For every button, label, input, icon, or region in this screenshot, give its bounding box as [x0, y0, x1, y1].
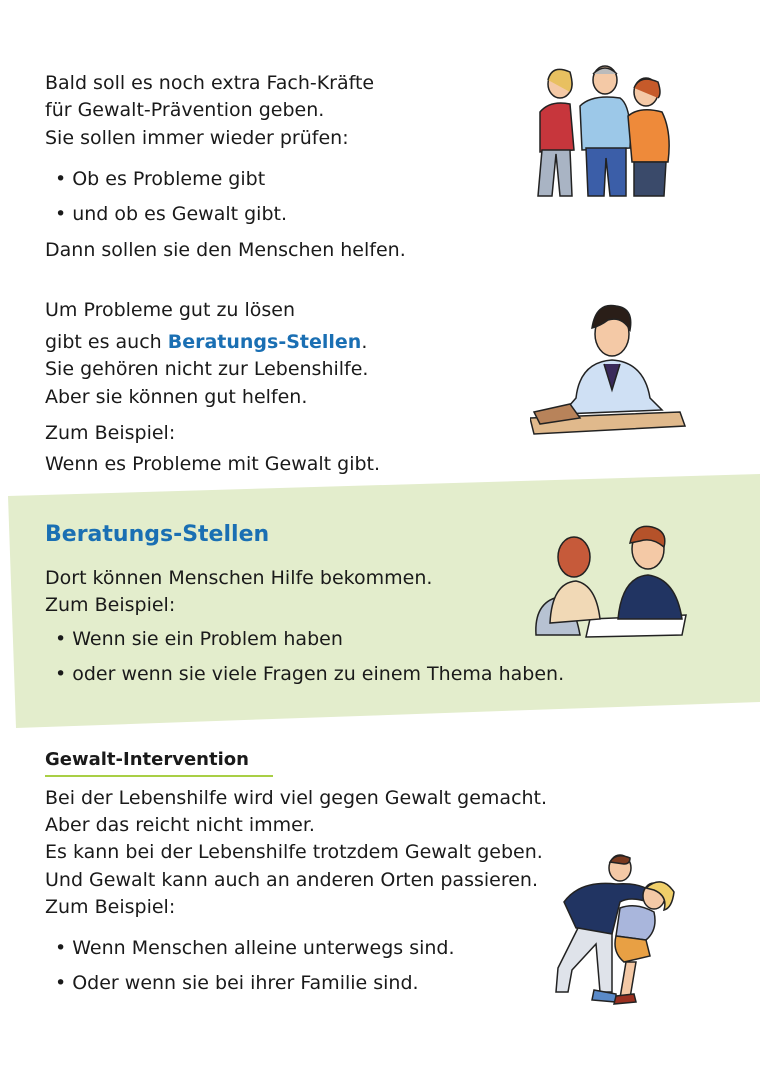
list-item: • oder wenn sie viele Fragen zu einem Thema haben.: [55, 662, 564, 686]
text-segment: .: [361, 331, 368, 353]
text-line: Aber sie können gut helfen.: [45, 386, 308, 408]
text-line: Um Probleme gut zu lösen: [45, 299, 296, 321]
text-line: Zum Beispiel:: [45, 896, 176, 918]
text-line: Dann sollen sie den Menschen helfen.: [45, 239, 406, 261]
list-item: • Wenn sie ein Problem haben: [55, 627, 343, 651]
three-people-illustration: [530, 62, 680, 200]
counseling-conversation-illustration: [530, 523, 688, 639]
glossary-title: Beratungs-Stellen: [45, 522, 270, 547]
text-line: für Gewalt-Prävention geben.: [45, 99, 325, 121]
list-item: • Oder wenn sie bei ihrer Familie sind.: [55, 971, 419, 995]
text-line: Zum Beispiel:: [45, 594, 176, 616]
list-item: • und ob es Gewalt gibt.: [55, 202, 287, 226]
list-item: • Ob es Probleme gibt: [55, 167, 265, 191]
violent-grab-illustration: [550, 852, 678, 1008]
title-underline: [45, 775, 273, 777]
text-line: Zum Beispiel:: [45, 422, 176, 444]
keyword-beratungs-stellen: Beratungs-Stellen: [167, 331, 362, 353]
text-line: Bei der Lebenshilfe wird viel gegen Gewalt gemacht.: [45, 787, 548, 809]
text-line: [45, 330, 367, 354]
text-line: Und Gewalt kann auch an anderen Orten passieren.: [45, 869, 539, 891]
person-at-desk-illustration: [530, 298, 690, 440]
text-line: Wenn es Probleme mit Gewalt gibt.: [45, 453, 381, 475]
text-line: Bald soll es noch extra Fach-Kräfte: [45, 72, 375, 94]
text-segment: gibt es auch: [45, 331, 168, 353]
list-item: • Wenn Menschen alleine unterwegs sind.: [55, 936, 455, 960]
text-line: Aber das reicht nicht immer.: [45, 814, 315, 836]
text-line: Es kann bei der Lebenshilfe trotzdem Gewalt geben.: [45, 841, 543, 863]
section-title: Gewalt-Intervention: [45, 749, 249, 770]
text-line: Sie gehören nicht zur Lebenshilfe.: [45, 358, 369, 380]
text-line: Dort können Menschen Hilfe bekommen.: [45, 567, 433, 589]
text-line: Sie sollen immer wieder prüfen:: [45, 127, 349, 149]
